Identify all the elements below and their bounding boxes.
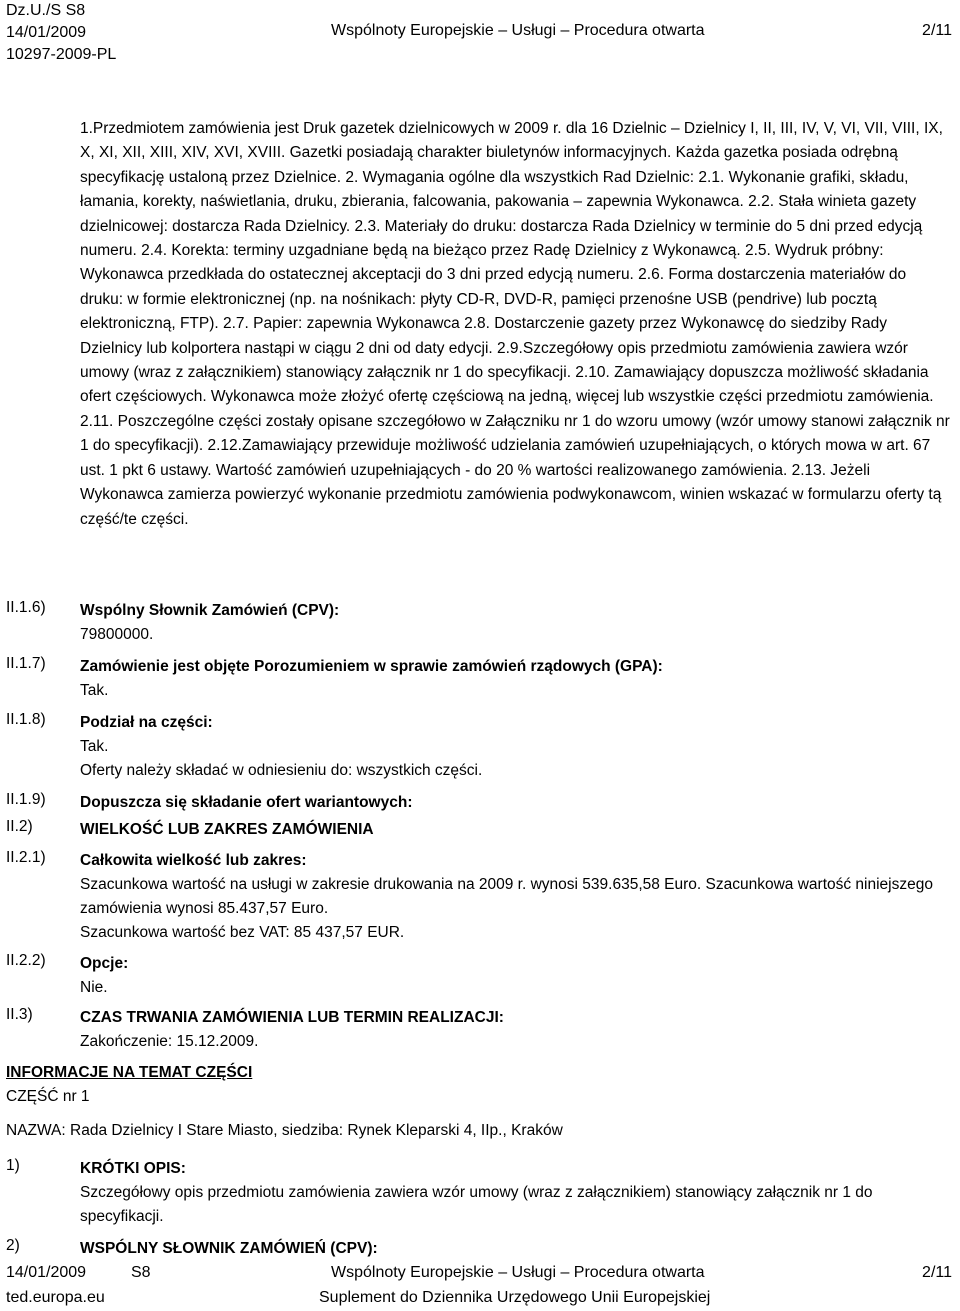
section-number: II.3)	[6, 1006, 33, 1023]
header-date: 14/01/2009	[6, 24, 87, 41]
section-number: II.2.2)	[6, 952, 46, 969]
footer-subtitle: Suplement do Dziennika Urzędowego Unii Europejskiej	[319, 1289, 711, 1306]
section-number: II.1.6)	[6, 599, 46, 616]
footer-date: 14/01/2009	[6, 1264, 87, 1281]
journal-ref: Dz.U./S S8	[6, 2, 86, 19]
section-value: Zakończenie: 15.12.2009.	[80, 1033, 259, 1050]
page-header	[6, 0, 952, 70]
section-number: II.1.9)	[6, 791, 46, 808]
section-value: Oferty należy składać w odniesieniu do: wszystkich części.	[80, 762, 483, 779]
section-number: II.2.1)	[6, 849, 46, 866]
section-title: Całkowita wielkość lub zakres:	[80, 852, 307, 869]
header-title: Wspólnoty Europejskie – Usługi – Procedura otwarta	[331, 22, 705, 39]
footer-title: Wspólnoty Europejskie – Usługi – Procedura otwarta	[331, 1264, 705, 1281]
section-value: Tak.	[80, 682, 109, 699]
section-title: Podział na części:	[80, 714, 213, 731]
section-value: Tak.	[80, 738, 109, 755]
section-value: Szacunkowa wartość na usługi w zakresie drukowania na 2009 r. wynosi 539.635,58 Euro. Szacunkowa wartość niniejszego zamówienia wynosi 85.437,57 Euro.	[80, 876, 933, 917]
section-title: Dopuszcza się składanie ofert wariantowych:	[80, 794, 413, 811]
footer-page: 2/11	[922, 1264, 952, 1281]
page-footer	[6, 1264, 952, 1311]
item-number: 1)	[6, 1157, 20, 1174]
header-page: 2/11	[922, 22, 952, 39]
part-label: CZĘŚĆ nr 1	[6, 1088, 90, 1105]
parts-heading: INFORMACJE NA TEMAT CZĘŚCI	[6, 1064, 253, 1081]
part-name: NAZWA: Rada Dzielnicy I Stare Miasto, siedziba: Rynek Kleparski 4, IIp., Kraków	[6, 1122, 563, 1139]
section-value: 79800000.	[80, 626, 154, 643]
item-title: KRÓTKI OPIS:	[80, 1160, 186, 1177]
section-title: WIELKOŚĆ LUB ZAKRES ZAMÓWIENIA	[80, 821, 374, 838]
section-title: Wspólny Słownik Zamówień (CPV):	[80, 602, 340, 619]
item-text: Szczegółowy opis przedmiotu zamówienia zawiera wzór umowy (wraz z załącznikiem) stanowiący załącznik nr 1 do specyfikacji.	[80, 1184, 873, 1225]
section-value: Nie.	[80, 979, 108, 996]
section-number: II.1.7)	[6, 655, 46, 672]
parts-block	[6, 1061, 252, 1109]
doc-number: 10297-2009-PL	[6, 46, 117, 63]
section-title: Zamówienie jest objęte Porozumieniem w sprawie zamówień rządowych (GPA):	[80, 658, 663, 675]
section-value: Szacunkowa wartość bez VAT: 85 437,57 EUR.	[80, 924, 405, 941]
section-number: II.2)	[6, 818, 33, 835]
footer-site: ted.europa.eu	[6, 1289, 105, 1306]
footer-series: S8	[131, 1264, 151, 1281]
section-number: II.1.8)	[6, 711, 46, 728]
item-title: WSPÓLNY SŁOWNIK ZAMÓWIEŃ (CPV):	[80, 1240, 378, 1257]
section-title: Opcje:	[80, 955, 129, 972]
description-text: 1.Przedmiotem zamówienia jest Druk gazetek dzielnicowych w 2009 r. dla 16 Dzielnic – Dzielnicy I, II, III, IV, V, VI, VII, VIII, IX, X, XI, XII, XIII, XIV, XVI, XVIII. Gazetki posiadają charakter biuletynów informacyjnych. Każda gazetka posiada odrębną specyfikację ustaloną przez Dzielnice. 2. Wymagania ogólne dla wszystkich Rad Dzielnic: 2.1. Wykonanie grafiki, składu, łamania, korekty, naświetlania, druku, zbierania, falcowania, pakowania – zapewnia Wykonawca. 2.2. Stała winieta gazety dzielnicowej: dostarcza Rada Dzielnicy. 2.3. Materiały do druku: dostarcza Rada Dzielnicy w terminie do 5 dni przed edycją numeru. 2.4. Korekta: terminy uzgadniane będą na bieżąco przez Radę Dzielnicy z Wykonawcą. 2.5. Wydruk próbny: Wykonawca przedkłada do ostatecznej akceptacji do 3 dni przed edycją numeru. 2.6. Forma dostarczenia materiałów do druku: w formie elektronicznej (np. na nośnikach: płyty CD-R, DVD-R, pamięci przenośne USB (pendrive) lub pocztą elektroniczną, FTP). 2.7. Papier: zapewnia Wykonawca 2.8. Dostarczenie gazety przez Wykonawcę do siedziby Rady Dzielnicy lub kolportera nastąpi w ciągu 2 dni od daty edycji. 2.9.Szczegółowy opis przedmiotu zamówienia zawiera wzór umowy (wraz z załącznikiem) stanowiący załącznik nr 1 do specyfikacji. 2.10. Zamawiający dopuszcza możliwość składania ofert częściowych. Wykonawca może złożyć ofertę częściową na jedną, więcej lub wszystkie części przedmiotu zamówienia. 2.11. Poszczególne części zostały opisane szczegółowo w Załączniku nr 1 do wzoru umowy (wzór umowy stanowi załącznik nr 1 do specyfikacji). 2.12.Zamawiający przewiduje możliwość udzielania zamówień uzupełniających, o których mowa w art. 67 ust. 1 pkt 6 ustawy. Wartość zamówień uzupełniających - do 20 % wartości realizowanego zamówienia. 2.13. Jeżeli Wykonawca zamierza powierzyć wykonanie przedmiotu zamówienia podwykonawcom, winien wskazać w formularzu oferty tą część/te części.	[80, 120, 950, 528]
item-number: 2)	[6, 1237, 20, 1254]
section-title: CZAS TRWANIA ZAMÓWIENIA LUB TERMIN REALIZACJI:	[80, 1009, 504, 1026]
